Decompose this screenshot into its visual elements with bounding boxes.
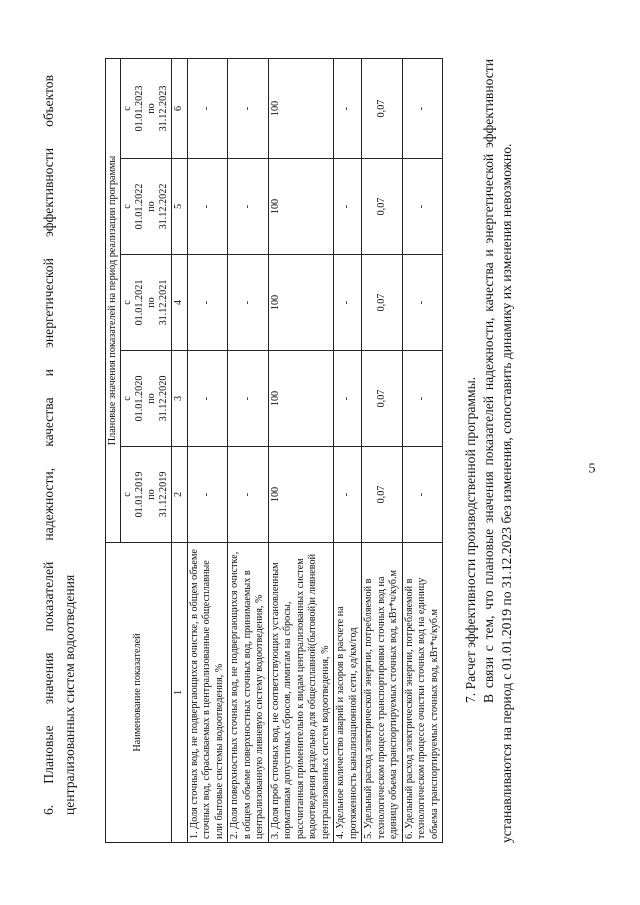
section-7-title: 7. Расчет эффективности производственной программы. xyxy=(463,376,478,703)
table-row xyxy=(268,59,334,843)
column-number: 4 xyxy=(172,255,188,351)
indicator-value: 100 xyxy=(268,159,334,255)
table-row xyxy=(228,59,269,843)
indicator-value: - xyxy=(402,159,443,255)
conclusion-paragraph: В связи с тем, что плановые значения показателей надежности, качества и энергетической эффективности устанавливаются на период с 01.01.2019 по 31.12.2023 без изменения, сопоставить динамику их изменения невозможно. xyxy=(481,59,514,843)
table-row xyxy=(402,59,443,843)
period-header-2021: с 01.01.2021 по 31.12.2021 xyxy=(121,255,172,351)
indicator-value: - xyxy=(228,59,269,159)
table-row xyxy=(334,59,362,843)
indicator-value: 100 xyxy=(268,59,334,159)
header-indicator-name: Наименование показателей xyxy=(106,543,172,843)
indicator-value: - xyxy=(228,447,269,543)
period-header-2022: с 01.01.2022 по 31.12.2022 xyxy=(121,159,172,255)
indicator-name: 3. Доля проб сточных вод, не соответствующих установленным нормативам допустимых сбросов, лимитам на сбросы, рассчитанная применительно к видам централизованных систем водоотведения раздельно для общесплавной(бытовой)и ливневой централизованных систем водоотведения, % xyxy=(268,543,334,843)
page-number: 5 xyxy=(588,461,596,477)
indicator-name: 4. Удельное количество аварий и засоров в расчете на протяженность канализационной сети, ед/км/год xyxy=(334,543,362,843)
period-header-2023: с 01.01.2023 по 31.12.2023 xyxy=(121,59,172,159)
indicator-name: 2. Доля поверхностных сточных вод, не подвергающихся очистке, в общем объеме поверхностных сточных вод, принимаемых в централизованную ливневую систему водоотведения, % xyxy=(228,543,269,843)
column-number: 5 xyxy=(172,159,188,255)
header-periods: Плановые значения показателей на период реализации программы xyxy=(106,59,121,543)
indicator-value: - xyxy=(334,351,362,447)
indicator-value: - xyxy=(402,447,443,543)
indicator-value: - xyxy=(187,159,228,255)
indicator-value: - xyxy=(402,351,443,447)
indicator-value: - xyxy=(334,59,362,159)
indicator-value: - xyxy=(402,59,443,159)
indicator-value: - xyxy=(187,59,228,159)
indicator-name: 5. Удельный расход электрической энергии, потребляемой в технологическом процессе транспортировки сточных вод на единицу объема транспортируемых сточных вод, кВт*ч/куб.м xyxy=(362,543,403,843)
indicator-value: - xyxy=(228,255,269,351)
column-number: 1 xyxy=(172,543,188,843)
indicator-value: - xyxy=(402,255,443,351)
indicator-value: 0,07 xyxy=(362,255,403,351)
indicator-value: 0,07 xyxy=(362,159,403,255)
table-row xyxy=(362,59,403,843)
section-heading xyxy=(38,75,80,815)
indicator-value: - xyxy=(228,351,269,447)
indicator-value: - xyxy=(228,159,269,255)
heading-line-1: 6. Плановые значения показателей надежности, качества и энергетической эффективности объектов xyxy=(41,75,56,815)
indicator-value: - xyxy=(334,159,362,255)
indicator-value: 100 xyxy=(268,255,334,351)
indicator-name: 6. Удельный расход электрической энергии, потребляемой в технологическом процессе очистки сточных вод на единицу объема транспортируемых сточных вод, кВт*ч/куб.м xyxy=(402,543,443,843)
period-header-2020: с 01.01.2020 по 31.12.2020 xyxy=(121,351,172,447)
indicator-value: - xyxy=(334,255,362,351)
indicator-value: - xyxy=(187,447,228,543)
heading-line-2: централизованных систем водоотведения xyxy=(62,574,77,815)
indicator-name: 1. Доля сточных вод, не подвергающихся очистке, в общем объеме сточных вод, сбрасываемых в централизованные общесплавные или бытовые системы водоотведения, % xyxy=(187,543,228,843)
indicator-value: - xyxy=(187,255,228,351)
table-header-row xyxy=(106,59,121,843)
indicator-value: 100 xyxy=(268,351,334,447)
indicator-value: 100 xyxy=(268,447,334,543)
column-number-row xyxy=(172,59,188,843)
indicator-value: 0,07 xyxy=(362,447,403,543)
footer-text xyxy=(462,59,516,843)
period-header-2019: с 01.01.2019 по 31.12.2019 xyxy=(121,447,172,543)
column-number: 2 xyxy=(172,447,188,543)
column-number: 6 xyxy=(172,59,188,159)
indicator-value: - xyxy=(334,447,362,543)
indicator-value: 0,07 xyxy=(362,59,403,159)
table-row xyxy=(187,59,228,843)
indicator-value: 0,07 xyxy=(362,351,403,447)
indicators-table xyxy=(105,58,443,843)
column-number: 3 xyxy=(172,351,188,447)
indicator-value: - xyxy=(187,351,228,447)
